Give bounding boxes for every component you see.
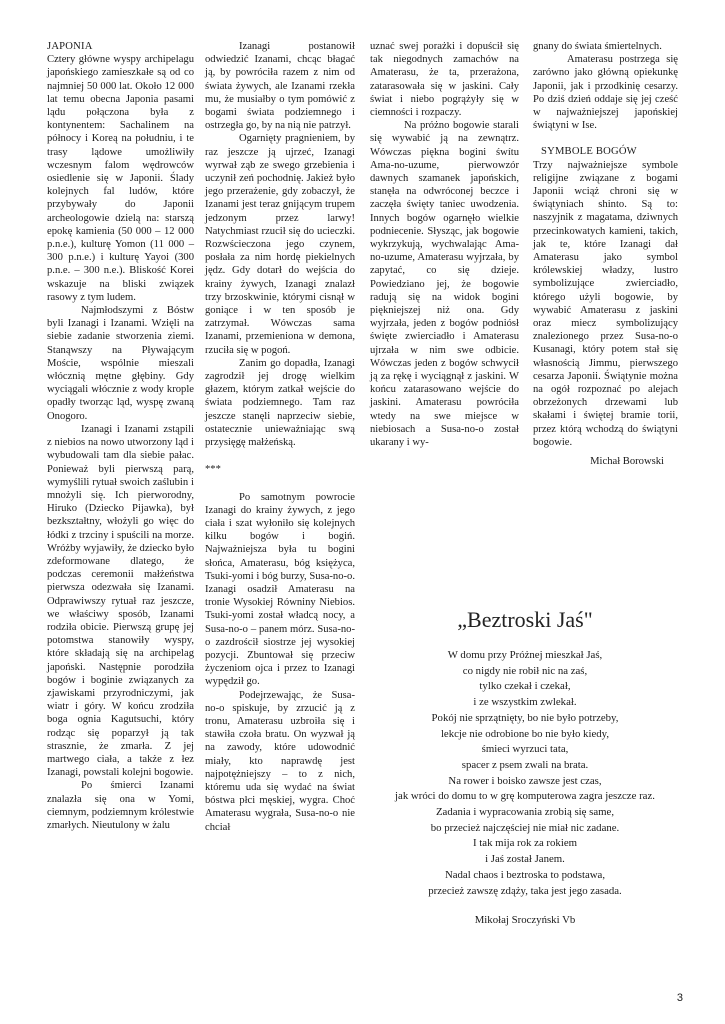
- paragraph: Podejrzewając, że Susa-no-o spiskuje, by zrzucić ją z tronu, Amaterasu uzbroiła się i stawiła czoła bratu. On wyzwał ją na zawody, które udowodnić miały, kto naprawdę jest najpotężniejszy – to z nich, któremu uda się wydać na świat bóstwa płci męskiej, wygra. Choć Amaterasu wygrała, Susa-no-o nie chciał: [205, 689, 355, 833]
- paragraph: Trzy najważniejsze symbole religijne związane z bogami Japonii wciąż chroni się w świątyniach shinto. Są to: naszyjnik z magatama, dziwnych przecinkowatych kamieni, takich, jak te, które Izanagi dał Amaterasu jako symbol królewskiej władzy, lustro symbolizujące zwierciadło, którego użyli bogowie, by wywabić Amaterasu z jaskini oraz miecz symbolizujący znalezionego przez Susa-no-o Kusanagi, który potem stał się własnością Jimmu, pierwszego cesarza Japonii. Świątynie można na ogół rozpoznać po alejach obrzeżonych drzewami lub skałami i świętej bramie torii, przez którą wchodzą do świątyni bogowie.: [533, 159, 678, 448]
- column-3: [370, 40, 519, 449]
- poem-line: Nadal chaos i beztroska to podstawa,: [444, 868, 606, 881]
- paragraph: Cztery główne wyspy archipelagu japońskiego zamieszkałe są od co najmniej 50 000 lat. Około 12 000 lat temu obecna Japonia pasami lądu połączona była z kontynentem: Sachalinem na północy i Koreą na południu, i te trasy lądowe umożliwiły wczesnym falom wędrowców osiedlenie się w Japonii. Ślady kolejnych fal ludów, które przybywały do Japonii archeologowie dzielą na: starszą epokę kamienia (50 000 – 12 000 p.n.e.), kulturę Yomon (11 000 – 300 p.n.e.) i kulturę Yayoi (300 p.n.e. – 300 n.e.). Bliskość Korei wskazuje na bliski związek rasowy z tym ludem.: [47, 54, 194, 303]
- paragraph: Po śmierci Izanami znalazła się ona w Yomi, ciemnym, podziemnym królestwie zmarłych. Nieutulony w żalu: [47, 780, 194, 831]
- page-number: 3: [676, 992, 683, 1004]
- section-heading-symbole-bogow: SYMBOLE BOGÓW: [541, 146, 637, 158]
- poem-line: I tak mija rok za rokiem: [472, 837, 578, 850]
- paragraph: Izanagi i Izanami zstąpili z niebios na nowo utworzony ląd i wybudowali tam dla siebie pałac. Ponieważ byli pierwszą parą, wymyślili rytuał swoich zaślubin i mnożyli się. Ich pierworodny, Hiruko (Dziecko Pijawka), był bezkształtny, włożyli go więc do łódki z trzciny i spuścili na morze. Wróżby wyjawiły, że dziecko było zdeformowane dlatego, że podczas ceremonii małżeństwa pierwsza odezwała się Izanami. Odprawiwszy rytuał raz jeszcze, we właściwy sposób, Izanami rodziła obicie. Pierwszą grupę jej potomstwa stanowiły wyspy, które składają się na archipelag japoński. Następnie porodziła bogów i boginie związanych za zjawiskami przyrodniczymi, jak wiatr i góry. W końcu zrodziła boga ognia Kagutsuchi, który rodząc się poparzył ją tak strasznie, że zmarła. Z jej martwego ciała, a także z łez Izanagi, powstali kolejni bogowie.: [47, 423, 194, 779]
- poem-line: W domu przy Próżnej mieszkał Jaś,: [447, 649, 603, 661]
- poem-line: spacer z psem zwali na brata.: [461, 758, 589, 771]
- paragraph: Ogarnięty pragnieniem, by raz jeszcze ją ujrzeć, Izanagi wyrwał ząb ze swego grzebienia i uczynił zeń pochodnię. Jakież było jego przerażenie, gdy zobaczył, że Izanami jest teraz gnijącym trupem jedzonym przez larwy! Natychmiast rzucił się do ucieczki. Rozwścieczona jego czynem, posłała za nim hordę piekielnych jędz. Gdy dotarł do wejścia do krainy żywych, Izanagi znalazł trzy brzoskwinie, którymi cisnął w goniące i w ten sposób je zatrzymał. Wówczas sama Izanami, przemieniona w demona, rzuciła się w pogoń.: [205, 133, 355, 356]
- column-1: [47, 40, 194, 832]
- poem-title: „Beztroski Jaś": [457, 607, 593, 632]
- section-heading-japonia: JAPONIA: [47, 41, 93, 52]
- paragraph: gnany do świata śmiertelnych.: [533, 41, 662, 52]
- paragraph: Po samotnym powrocie Izanagi do krainy żywych, z jego ciała i szat wyłoniło się kolejnych kilku bogów i bogiń. Najważniejsza była tu bogini słońca, Amaterasu, bóg księżyca, Tsuki-yomi i bóg burzy, Susa-no-o. Izanagi osadził Amaterasu na tronie Wysokiej Równiny Niebios. Tsuki-yomi został władcą nocy, a Susa-no-o – panem mórz. Susa-no-o zazdrościł siostrze jej wysokiej pozycji. Zbuntował się przeciw życzeniom ojca i przez to Izanagi wypędził go.: [205, 491, 355, 688]
- paragraph: Na próżno bogowie starali się wywabić ją na zewnątrz. Wówczas piękna bogini śwítu Ama-no-uzume, pierwowzór dawnych szamanek japońskich, stanęła na odwróconej beczce i zaczęła święty taniec uwodzenia. Innych bogów ogarnęło wielkie podniecenie. Słysząc, jak bogowie wykrzykują, wychwalając Ama-no-uzume, Amaterasu wyjrzała, by zapytać, co się dzieje. Powiedziano jej, że bogowie radują się na widok bogini piękniejszej niż ona. Gdy wyjrzała, jeden z bogów podniósł święte zwierciadło i Amaterasu ujrzała w nim swe odbicie. Wówczas jeden z bogów schwycił ją za rękę i wyciągnął z jaskini. W końcu zatarasowano wejście do jaskini. Amaterasu powróciła wtedy na swe miejsce w niebiosach a Susa-no-o został ukarany i wy-: [370, 120, 519, 449]
- paragraph: Najmłodszymi z Bóstw byli Izanagi i Izanami. Wzięli na siebie zadanie stworzenia ziemi. Stanąwszy na Pływającym Moście, wspólnie mieszali włócznią mętne głębiny. Gdy wyciągali włócznie z wody krople opadły tworząc ląd, wyspę zwaną Onogoro.: [47, 305, 194, 422]
- article-signature: Michał Borowski: [590, 456, 664, 468]
- poem-line: jak wróci do domu to w grę komputerowa zagra jeszcze raz.: [395, 790, 655, 803]
- poem-author: Mikołaj Sroczyński Vb: [474, 914, 576, 927]
- paragraph: Amaterasu postrzega się zarówno jako główną opiekunkę Japonii, jak i przodkinię cesarzy. Po dziś dzień oddaje się jej cześć w najważniejszej japońskiej świątyni w Ise.: [533, 54, 678, 132]
- poem-line: Zadania i wypracowania zrobią się same,: [435, 806, 615, 819]
- poem-line: tylko czekał i czekał,: [479, 680, 571, 693]
- poem-line: śmieci wyrzuci tata,: [481, 743, 569, 756]
- poem-line: przecież zawszę zdąży, taka jest jego zasada.: [428, 884, 622, 897]
- paragraph: uznać swej porażki i dopuścił się tak niegodnych zamachów na Amaterasu, że ta, przerażona, zatarasowała się w jaskini. Cały świat i niebo pogrążyły się w ciemności i rozpaczy.: [370, 41, 519, 119]
- poem-line: Na rower i boisko zawsze jest czas,: [448, 774, 602, 787]
- poem-line: lekcje nie odrobione bo nie było kiedy,: [440, 727, 610, 740]
- poem-line: co nigdy nie robił nic na zaś,: [462, 664, 588, 677]
- poem-line: i Jaś został Janem.: [485, 853, 565, 866]
- poem-line: i ze wszystkim zwlekał.: [473, 696, 577, 709]
- column-2: [205, 40, 355, 834]
- column-4: [533, 40, 678, 468]
- poem-line: bo przecież najczęściej nie miał nic zadane.: [430, 821, 620, 834]
- poem-line: Pokój nie sprzątnięty, bo nie było potrzeby,: [431, 711, 619, 724]
- poem: [372, 606, 678, 927]
- section-separator: ***: [205, 464, 221, 476]
- paragraph: Zanim go dopadła, Izanagi zagrodził jej drogę wielkim głazem, którym zatkał wejście do świata podziemnego. Tam raz jeszcze stanęli naprzeciw siebie, ostatecznie unieważniając swą przysięgę małżeńską.: [205, 357, 355, 449]
- paragraph: Izanagi postanowił odwiedzić Izanami, chcąc błagać ją, by powróciła razem z nim od świata żywych, ale Izanami rzekła mu, że musiałby o tym pomówić z bogami świata podziemnego i ostrzegła go, by na nią nie patrzył.: [205, 41, 355, 132]
